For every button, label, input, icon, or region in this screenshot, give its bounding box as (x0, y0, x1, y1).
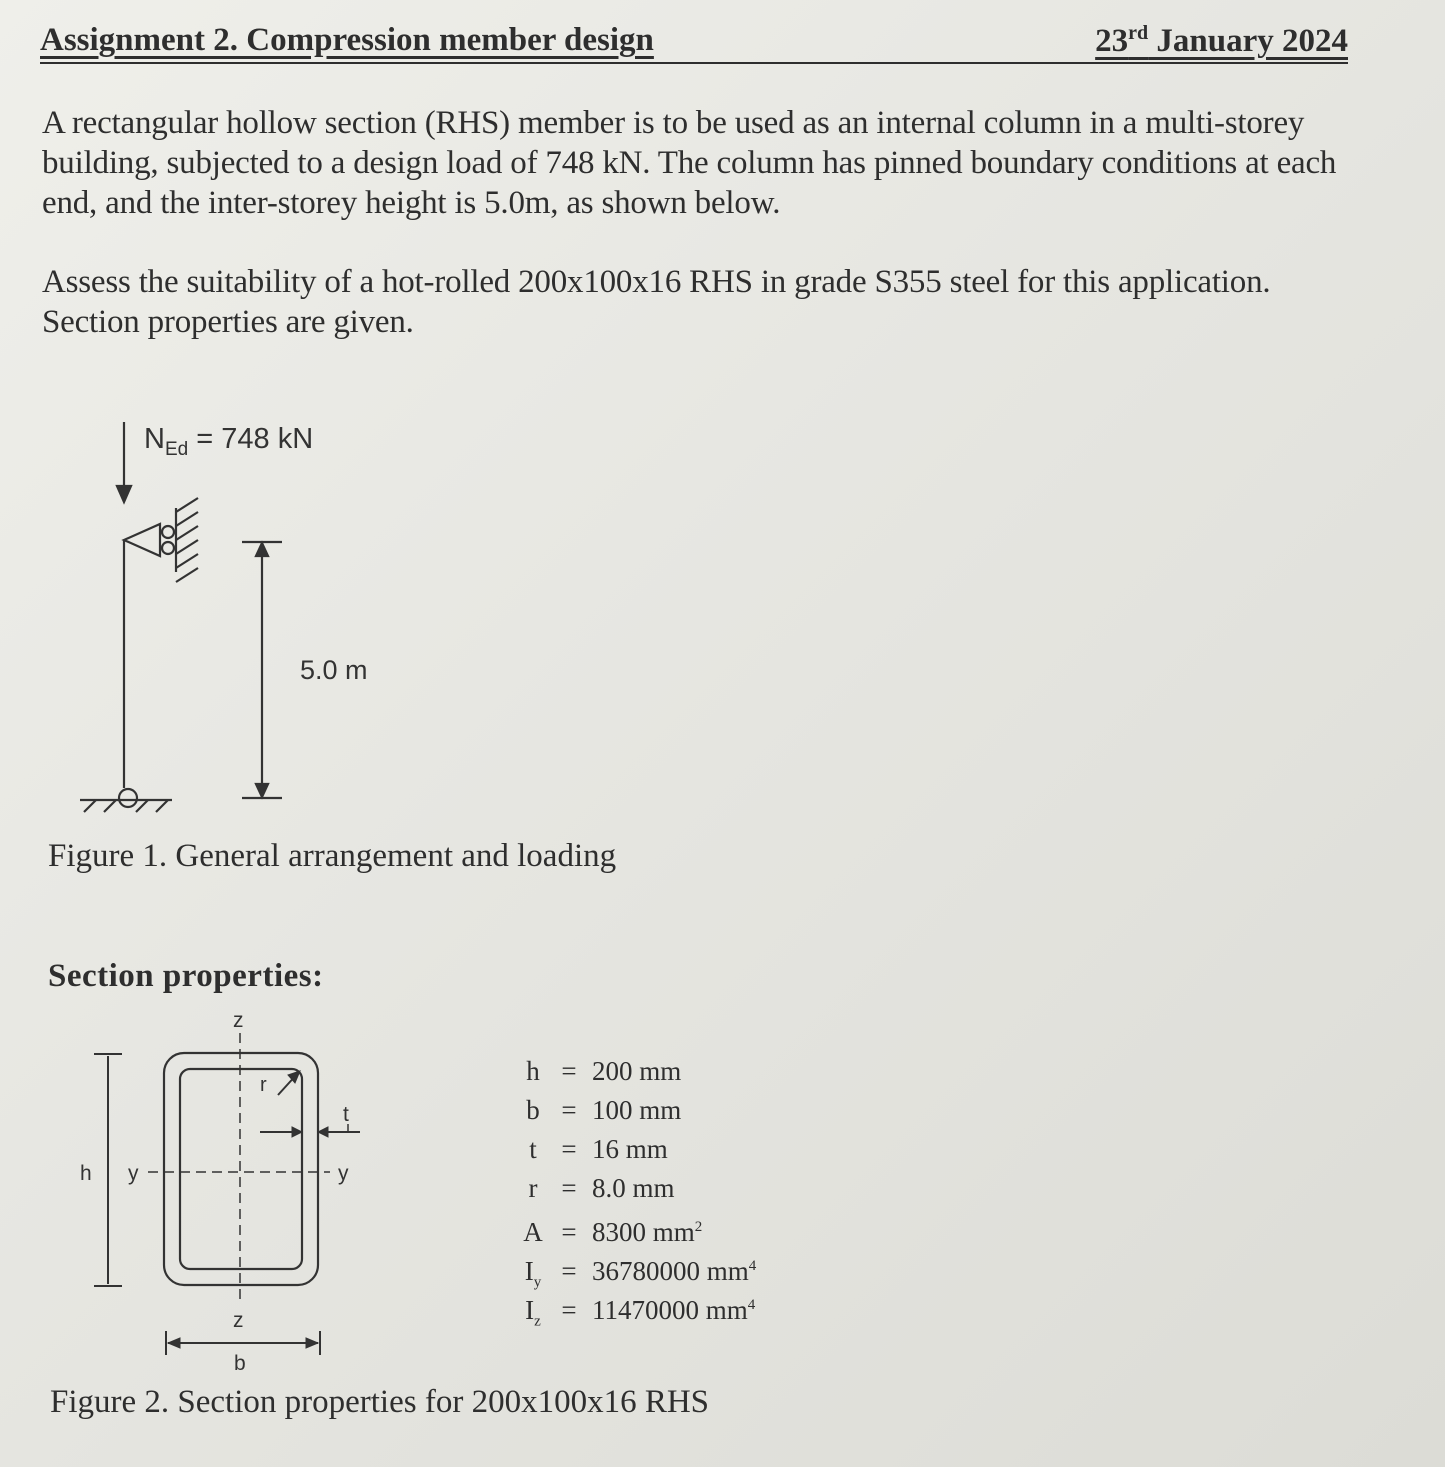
h-label: h (80, 1162, 92, 1185)
ground-hatch (84, 800, 96, 812)
property-row (520, 1052, 756, 1091)
property-symbol: h (526, 1056, 540, 1086)
problem-line: end, and the inter-storey height is 5.0m, as shown below. (42, 185, 781, 221)
t-label: t (343, 1103, 349, 1126)
property-equals: = (561, 1056, 577, 1086)
property-row (520, 1169, 756, 1208)
ground-hatch (136, 800, 148, 812)
property-symbol: $I_z$ (525, 1295, 541, 1330)
property-equals: = (561, 1295, 577, 1325)
load-subscript: Ed (164, 439, 189, 460)
date-day: 23 (1095, 23, 1129, 59)
property-row (520, 1091, 756, 1130)
property-equals: = (561, 1256, 577, 1286)
property-row (520, 1286, 756, 1330)
header (40, 22, 1348, 64)
b-label: b (234, 1352, 246, 1375)
dim-arrow-bottom (256, 784, 268, 797)
property-equals: = (561, 1217, 577, 1247)
figure2-rhs-section (70, 1005, 400, 1380)
wall-hatch (176, 526, 198, 540)
b-dim-arrow-left (168, 1338, 180, 1348)
problem-line: A rectangular hollow section (RHS) member is to be used as an internal column in a multi-storey (42, 105, 1305, 141)
z-top-label: z (233, 1009, 244, 1032)
load-arrow-head (117, 486, 131, 502)
property-symbol: A (523, 1217, 543, 1247)
task-line: Section properties are given. (42, 304, 414, 340)
height-label: 5.0 m (300, 655, 368, 685)
y-left-label: y (128, 1162, 139, 1185)
figure1-caption: Figure 1. General arrangement and loading (48, 838, 617, 874)
t-arrow-right-head (318, 1127, 328, 1137)
figure2-caption: Figure 2. Section properties for 200x100x16 RHS (50, 1384, 710, 1420)
property-subscript: z (534, 1313, 541, 1330)
property-row (520, 1247, 757, 1291)
figure1-column-diagram (60, 400, 440, 830)
property-symbol: b (526, 1095, 540, 1125)
wall-hatch (176, 540, 198, 554)
property-equals: = (561, 1173, 577, 1203)
task-description (42, 262, 1270, 342)
top-pin-roller (162, 542, 174, 554)
date-rest: January 2024 (1148, 23, 1348, 59)
ground-hatch (104, 800, 116, 812)
ground-hatch (156, 800, 168, 812)
property-value: 8300 $mm^2$ (592, 1217, 703, 1247)
rhs-inner-wall (180, 1069, 302, 1269)
assignment-title: Assignment 2. Compression member design (40, 22, 654, 58)
bottom-pin (119, 789, 137, 807)
load-label (144, 423, 313, 460)
property-symbol: r (528, 1173, 538, 1203)
property-unit-power: 4 (748, 1258, 757, 1274)
property-unit-power: 2 (694, 1219, 703, 1235)
dim-arrow-top (256, 543, 268, 556)
b-dim-arrow-right (306, 1338, 318, 1348)
section-properties-list (520, 1052, 757, 1330)
wall-hatch (176, 568, 198, 582)
problem-description (42, 103, 1336, 223)
section-properties-heading: Section properties: (48, 958, 324, 994)
property-value: 16 mm (592, 1134, 668, 1164)
property-value: 36780000 $mm^4$ (592, 1256, 757, 1286)
property-value: 11470000 $mm^4$ (592, 1295, 756, 1325)
assignment-date (1095, 22, 1348, 60)
date-suffix: rd (1128, 22, 1149, 44)
r-label: r (260, 1074, 267, 1096)
wall-hatch (176, 512, 198, 526)
task-line: Assess the suitability of a hot-rolled 200x100x16 RHS in grade S355 steel for this application. (42, 264, 1271, 300)
property-equals: = (561, 1095, 577, 1125)
t-arrow-left-head (292, 1127, 302, 1137)
property-symbol: t (529, 1134, 537, 1164)
wall-hatch (176, 554, 198, 568)
property-equals: = (561, 1134, 577, 1164)
z-bottom-label: z (233, 1309, 244, 1332)
load-symbol: N (144, 423, 165, 455)
property-row (520, 1130, 756, 1169)
property-value: 200 mm (592, 1056, 682, 1086)
property-row (520, 1208, 756, 1247)
property-symbol: $I_y$ (524, 1256, 542, 1291)
property-subscript: y (533, 1274, 542, 1291)
top-pin-support (124, 524, 160, 556)
property-unit-power: 4 (747, 1297, 756, 1313)
top-pin-roller (162, 526, 174, 538)
load-value: = 748 kN (188, 423, 314, 455)
problem-line: building, subjected to a design load of 748 kN. The column has pinned boundary conditions at each (42, 145, 1337, 181)
wall-hatch (176, 498, 198, 512)
property-value: 8.0 mm (592, 1173, 675, 1203)
property-value: 100 mm (592, 1095, 682, 1125)
rhs-outer-wall (164, 1053, 318, 1285)
y-right-label: y (338, 1162, 349, 1185)
